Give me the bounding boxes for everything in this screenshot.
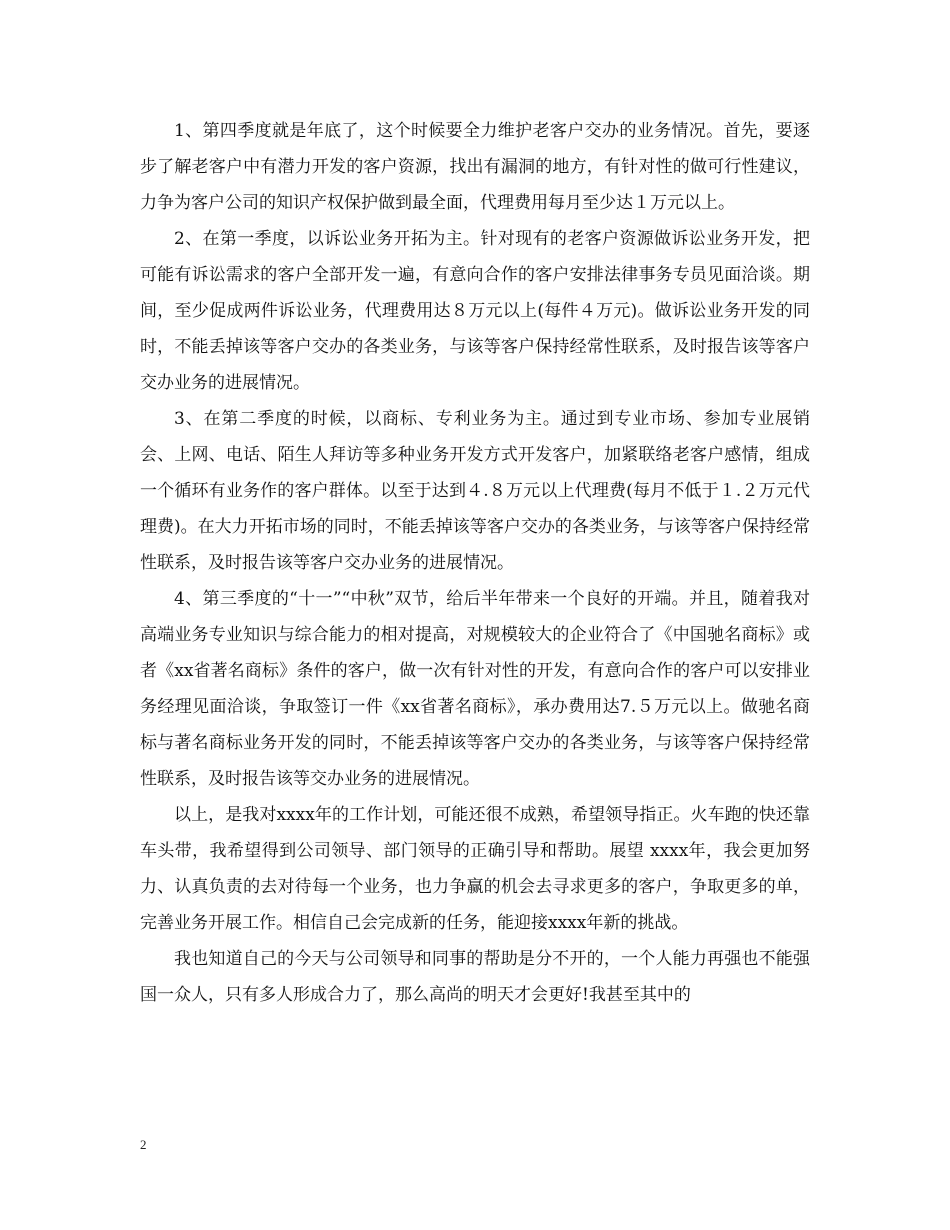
paragraph-q3-plan: 4、第三季度的“十一”“中秋”双节，给后半年带来一个良好的开端。并且，随着我对高端业务专业知识与综合能力的相对提高，对规模较大的企业符合了《中国驰名商标》或者《xx省著名商标》条件的客户，做一次有针对性的开发，有意向合作的客户可以安排业务经理见面洽谈，争取签订一件《xx省著名商标》，承办费用达7.５万元以上。做驰名商标与著名商标业务开发的同时，不能丢掉该等客户交办的各类业务，与该等客户保持经常性联系，及时报告该等交办业务的进展情况。: [140, 589, 810, 789]
paragraph-gratitude: 我也知道自己的今天与公司领导和同事的帮助是分不开的，一个人能力再强也不能强国一众人，只有多人形成合力了，那么高尚的明天才会更好!我甚至其中的: [140, 949, 810, 1005]
paragraph-q4-plan: 1、第四季度就是年底了，这个时候要全力维护老客户交办的业务情况。首先，要逐步了解老客户中有潜力开发的客户资源，找出有漏洞的地方，有针对性的做可行性建议，力争为客户公司的知识产权保护做到最全面，代理费用每月至少达１万元以上。: [140, 121, 810, 213]
document-body: [140, 113, 810, 1013]
page-number: 2: [140, 1137, 147, 1152]
paragraph-q2-plan: 3、在第二季度的时候，以商标、专利业务为主。通过到专业市场、参加专业展销会、上网、电话、陌生人拜访等多种业务开发方式开发客户，加紧联络老客户感情，组成一个循环有业务作的客户群体。以至于达到４.８万元以上代理费(每月不低于１.２万元代理费)。在大力开拓市场的同时，不能丢掉该等客户交办的各类业务，与该等客户保持经常性联系，及时报告该等客户交办业务的进展情况。: [140, 409, 810, 573]
paragraph-summary: 以上，是我对xxxx年的工作计划，可能还很不成熟，希望领导指正。火车跑的快还靠车头带，我希望得到公司领导、部门领导的正确引导和帮助。展望 xxxx年，我会更加努力、认真负责的去对待每一个业务，也力争赢的机会去寻求更多的客户，争取更多的单，完善业务开展工作。相信自己会完成新的任务，能迎接xxxx年新的挑战。: [140, 805, 810, 933]
paragraph-q1-plan: 2、在第一季度，以诉讼业务开拓为主。针对现有的老客户资源做诉讼业务开发，把可能有诉讼需求的客户全部开发一遍，有意向合作的客户安排法律事务专员见面洽谈。期间，至少促成两件诉讼业务，代理费用达８万元以上(每件４万元)。做诉讼业务开发的同时，不能丢掉该等客户交办的各类业务，与该等客户保持经常性联系，及时报告该等客户交办业务的进展情况。: [140, 229, 810, 393]
